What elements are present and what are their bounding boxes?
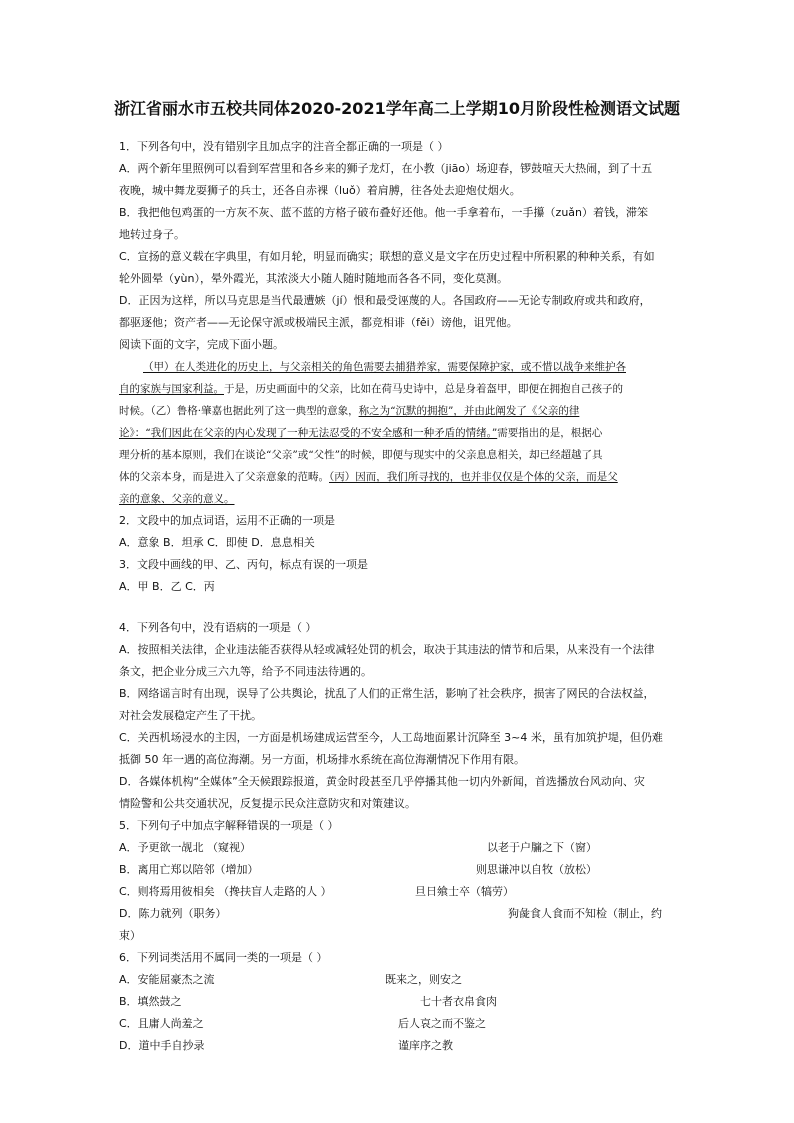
q4-option-c-cont: 抵御 50 年一遇的高位海潮。另一方面，机场排水系统在高位海潮情况下作用有限。	[119, 753, 525, 766]
q4-option-b: B．网络谣言时有出现，误导了公共舆论，扰乱了人们的正常生活，影响了社会秩序，损害了网民的合法权益，	[119, 687, 655, 700]
q5-option-d-pair: 狗彘食人食而不知检（制止，约	[508, 907, 662, 920]
q1-stem: 1．下列各句中，没有错别字且加点字的注音全都正确的一项是（ ）	[119, 140, 449, 153]
passage-line-2	[119, 382, 623, 396]
passage-line-3	[119, 404, 579, 418]
q5-option-c-pair: 旦日飨士卒（犒劳）	[415, 885, 514, 898]
q5-option-b: B．离用亡郑以陪邻（增加）	[119, 863, 259, 876]
q1-option-c-cont: 轮外圆晕（yùn），晕外霞光，其浓淡大小随人随时随地而各各不同，变化莫测。	[119, 272, 508, 285]
passage-line-4	[119, 426, 602, 440]
q5-option-a: A．予更欲一觇北 （窥视）	[119, 841, 252, 854]
q2-stem: 2．文段中的加点词语，运用不正确的一项是	[119, 514, 335, 527]
passage-text: 需要指出的是，根据心	[497, 427, 603, 439]
reading-instruction: 阅读下面的文字，完成下面小题。	[119, 338, 284, 351]
q6-option-a: A．安能屈豪杰之流	[119, 973, 215, 986]
q6-stem: 6．下列词类活用不属同一类的一项是（ ）	[119, 951, 328, 964]
q5-option-a-pair: 以老于户牖之下（窗）	[487, 841, 597, 854]
q5-stem: 5．下列句子中加点字解释错误的一项是（ ）	[119, 819, 339, 832]
q1-option-a-cont: 夜晚，城中舞龙耍狮子的兵士，还各自赤裸（luǒ）着肩膊，往各处去迎炮仗烟火。	[119, 184, 521, 197]
q6-option-b: B．填然鼓之	[119, 995, 182, 1008]
q3-stem: 3．文段中画线的甲、乙、丙句，标点有误的一项是	[119, 558, 368, 571]
passage-sentence-jia: （甲）在人类进化的历史上，与父亲相关的角色需要去捕猎养家，需要保障护家，或不惜以战争来维护各	[143, 361, 626, 373]
passage-sentence-bing-end: 亲的意象、父亲的意义。	[119, 493, 235, 505]
passage-text: 时候。（乙）鲁格·肇嘉也据此列了这一典型的意象，	[119, 405, 359, 417]
q2-options: A．意象 B．坦承 C．即使 D．息息相关	[119, 536, 315, 549]
q3-options: A．甲 B．乙 C．丙	[119, 580, 215, 593]
q6-option-b-pair: 七十者衣帛食肉	[420, 995, 497, 1008]
q4-option-d-cont: 情险警和公共交通状况，反复提示民众注意防灾和对策建议。	[119, 797, 416, 810]
q4-stem: 4．下列各句中，没有语病的一项是（ ）	[119, 621, 317, 634]
q4-option-d: D．各媒体机构“全媒体”全天候跟踪报道，黄金时段甚至几乎停播其他一切内外新闻，首选播放台风动向、灾	[119, 775, 645, 788]
passage-text: 于是，历史画面中的父亲，比如在荷马史诗中，总是身着盔甲，即便在拥抱自己孩子的	[224, 383, 623, 395]
passage-line-1	[143, 360, 626, 374]
passage-sentence-bing: （丙）因而，我们所寻找的，也并非仅仅是个体的父亲，而是父	[329, 471, 618, 483]
passage-line-6	[119, 470, 618, 484]
q6-option-d: D．道中手自抄录	[119, 1039, 205, 1052]
q1-option-c: C．宣扬的意义载在字典里，有如月轮，明显而确实；联想的意义是文字在历史过程中所积累的种种关系，有如	[119, 250, 655, 263]
passage-line-5: 理分析的基本原则，我们在谈论“父亲”或“父性”的时候，即便与现实中的父亲息息相关，却已经超越了具	[119, 449, 603, 461]
page-title: 浙江省丽水市五校共同体2020-2021学年高二上学期10月阶段性检测语文试题	[114, 99, 680, 118]
q1-option-b: B．我把他包鸡蛋的一方灰不灰、蓝不蓝的方格子破布叠好还他。他一手拿着布，一手攥（zuǎn）着钱，滞笨	[119, 206, 649, 219]
q6-option-a-pair: 既来之，则安之	[385, 973, 462, 986]
q6-option-d-pair: 谨庠序之教	[398, 1039, 453, 1052]
q5-option-b-pair: 则思谦冲以自牧（放松）	[476, 863, 597, 876]
passage-sentence-yi: 称之为“沉默的拥抱”，并由此阐发了《父亲的律	[358, 405, 580, 417]
q5-option-d-wrap: 束）	[119, 929, 141, 942]
q1-option-d-cont: 都驱逐他；资产者——无论保守派或极端民主派，都竞相诽（fěi）谤他，诅咒他。	[119, 316, 518, 329]
q1-option-a: A．两个新年里照例可以看到军营里和各乡来的狮子龙灯，在小教（jiāo）场迎春，锣鼓喧天大热闹，到了十五	[119, 162, 653, 175]
passage-sentence-jia-end: 自的家族与国家利益。	[119, 383, 224, 395]
q4-option-c: C．关西机场浸水的主因，一方面是机场建成运营至今，人工岛地面累计沉降至 3~4 米，虽有加筑护堤，但仍难	[119, 731, 663, 744]
q1-option-b-cont: 地转过身子。	[119, 228, 185, 241]
q6-option-c: C．且庸人尚羞之	[119, 1017, 204, 1030]
q4-option-a-cont: 条文，把企业分成三六九等，给予不同违法待遇的。	[119, 665, 372, 678]
q4-option-b-cont: 对社会发展稳定产生了干扰。	[119, 709, 262, 722]
passage-text: 体的父亲本身，而是进入了父亲意象的范畴。	[119, 471, 329, 483]
q1-option-d: D．正因为这样，所以马克思是当代最遭嫉（jí）恨和最受诬蔑的人。各国政府——无论专制政府或共和政府，	[119, 294, 651, 307]
passage-sentence-yi-end: 论》：“我们因此在父亲的内心发现了一种无法忍受的不安全感和一种矛盾的情绪。”	[119, 427, 498, 439]
q6-option-c-pair: 后人哀之而不鉴之	[398, 1017, 486, 1030]
q5-option-c: C．则将焉用彼相矣 （搀扶盲人走路的人 ）	[119, 885, 332, 898]
passage-line-7	[119, 492, 235, 506]
q5-option-d: D．陈力就列（职务）	[119, 907, 227, 920]
q4-option-a: A．按照相关法律，企业违法能否获得从轻或减轻处罚的机会，取决于其违法的情节和后果，从来没有一个法律	[119, 643, 655, 656]
